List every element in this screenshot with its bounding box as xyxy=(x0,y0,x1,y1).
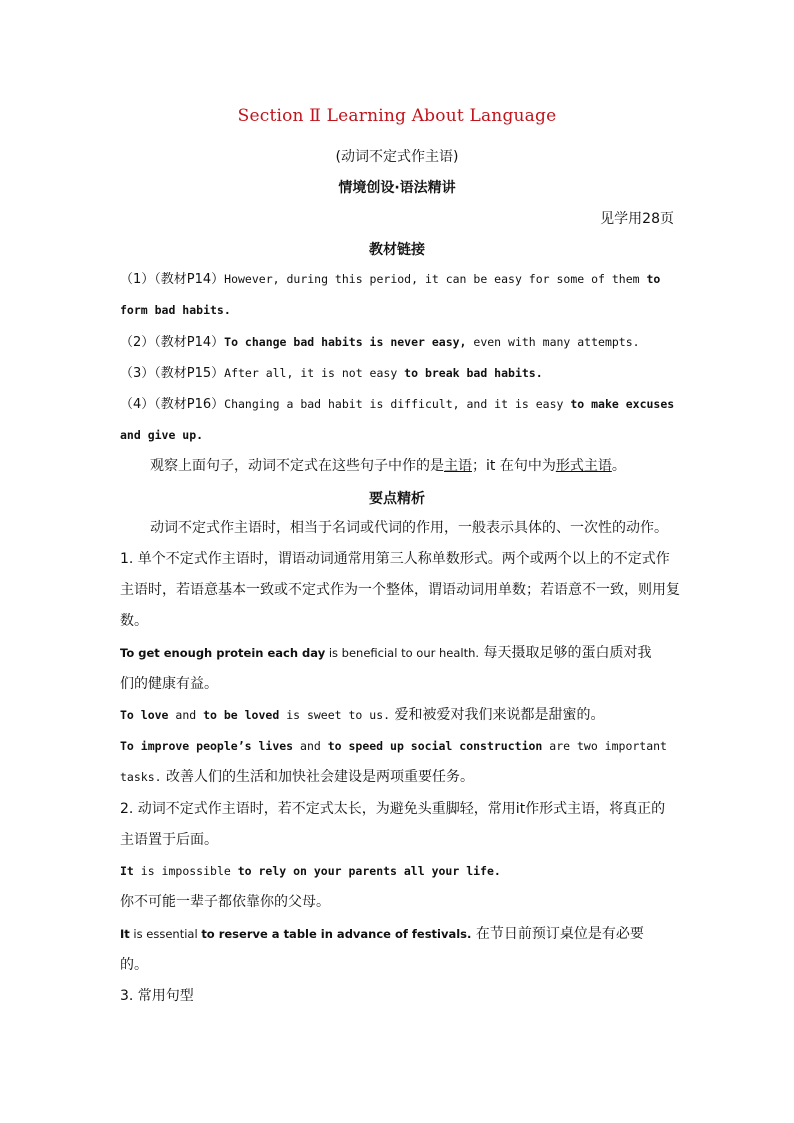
observation: 观察上面句子，动词不定式在这些句子中作的是主语；it 在句中为形式主语。 xyxy=(150,458,626,474)
heading-textbook-links: 教材链接 xyxy=(369,242,425,258)
answer-subject: 主语 xyxy=(444,458,472,474)
point-2-line-1: 2. 动词不定式作主语时，若不定式太长，为避免头重脚轻，常用it作形式主语，将真正的 xyxy=(120,801,666,817)
example-2: （2）（教材P14）To change bad habits is never easy, even with many attempts. xyxy=(120,335,640,350)
example-sentence-5-cont: 的。 xyxy=(120,957,148,973)
example-sentence-1: To get enough protein each day is beneficial to our health. 每天摄取足够的蛋白质对我 xyxy=(120,645,652,661)
intro-paragraph: 动词不定式作主语时，相当于名词或代词的作用，一般表示具体的、一次性的动作。 xyxy=(150,520,668,536)
heading-situation: 情境创设·语法精讲 xyxy=(338,180,456,196)
subtitle: (动词不定式作主语) xyxy=(335,149,459,165)
point-1-line-1: 1. 单个不定式作主语时，谓语动词通常用第三人称单数形式。两个或两个以上的不定式作 xyxy=(120,551,670,567)
example-sentence-3: To improve people’s lives and to speed up social construction are two important xyxy=(120,739,667,753)
example-sentence-4: It is impossible to rely on your parents all your life. xyxy=(120,864,501,878)
example-sentence-4-translation: 你不可能一辈子都依靠你的父母。 xyxy=(120,894,330,910)
heading-key-points: 要点精析 xyxy=(369,491,425,507)
example-sentence-2: To love and to be loved is sweet to us. 爱和被爱对我们来说都是甜蜜的。 xyxy=(120,707,605,723)
page-reference: 见学用28页 xyxy=(600,211,674,227)
answer-formal-subject: 形式主语 xyxy=(555,458,612,474)
example-sentence-1-cont: 们的健康有益。 xyxy=(120,676,218,692)
section-title: Section Ⅱ Learning About Language xyxy=(237,106,557,126)
example-3: （3）（教材P15）After all, it is not easy to break bad habits. xyxy=(120,366,543,381)
example-4-cont: and give up. xyxy=(120,428,204,442)
point-1-line-3: 数。 xyxy=(120,613,148,629)
example-1: （1）（教材P14）However, during this period, it can be easy for some of them to xyxy=(120,272,661,287)
example-4: （4）（教材P16）Changing a bad habit is difficult, and it is easy to make excuses xyxy=(120,397,675,412)
example-sentence-3-cont: tasks. 改善人们的生活和加快社会建设是两项重要任务。 xyxy=(120,769,474,785)
example-1-cont: form bad habits. xyxy=(120,303,231,317)
point-1-line-2: 主语时，若语意基本一致或不定式作为一个整体，谓语动词用单数；若语意不一致，则用复 xyxy=(120,582,680,598)
point-3: 3. 常用句型 xyxy=(120,988,194,1004)
point-2-line-2: 主语置于后面。 xyxy=(120,832,218,848)
example-sentence-5: It is essential to reserve a table in advance of festivals. 在节日前预订桌位是有必要 xyxy=(120,926,644,942)
